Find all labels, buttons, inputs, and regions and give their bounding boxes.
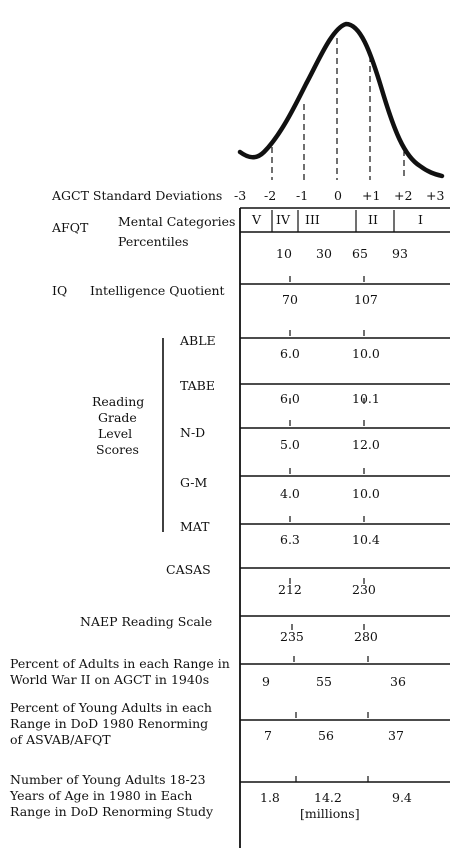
dod1980-value: 7 [264, 728, 272, 743]
axis-tick: -1 [296, 188, 309, 203]
mental-category: III [305, 212, 320, 227]
axis-label: AGCT Standard Deviations [52, 188, 223, 203]
dod1980-label: Percent of Young Adults in each [10, 700, 212, 715]
percentile-value: 10 [276, 246, 292, 261]
young-adults-label: Years of Age in 1980 in Each [10, 788, 193, 803]
test-value: 6.0 [280, 391, 300, 406]
casas-value: 230 [352, 582, 376, 597]
young-adults-value: 1.8 [260, 790, 280, 805]
mental-category: V [252, 212, 262, 227]
young-adults-label: Range in DoD Renorming Study [10, 804, 214, 819]
mental-category: I [418, 212, 423, 227]
mental-category: II [368, 212, 378, 227]
axis-tick: 0 [334, 188, 342, 203]
naep-value: 280 [354, 629, 378, 644]
reading-group-label: Level [98, 426, 133, 441]
percentile-value: 93 [392, 246, 408, 261]
young-adults-unit: [millions] [300, 806, 360, 821]
dod1980-label: of ASVAB/AFQT [10, 732, 111, 747]
test-value: 10.4 [352, 532, 380, 547]
ww2-value: 9 [262, 674, 270, 689]
test-value: 10.1 [352, 391, 380, 406]
mental-category: IV [276, 212, 290, 227]
test-value: 10.0 [352, 486, 380, 501]
naep-value: 235 [280, 629, 304, 644]
test-value: 12.0 [352, 437, 380, 452]
ww2-label: Percent of Adults in each Range in [10, 656, 230, 671]
axis-tick: -3 [234, 188, 247, 203]
ww2-value: 36 [390, 674, 406, 689]
naep-label: NAEP Reading Scale [80, 614, 213, 629]
iq-label: Intelligence Quotient [90, 283, 225, 298]
test-value: 4.0 [280, 486, 300, 501]
axis-tick: +3 [426, 188, 445, 203]
test-value: 6.3 [280, 532, 300, 547]
percentiles-label: Percentiles [118, 234, 189, 249]
reading-group-label: Scores [96, 442, 139, 457]
ww2-label: World War II on AGCT in 1940s [10, 672, 210, 687]
reading-group-label: Reading [92, 394, 145, 409]
test-name: N-D [180, 425, 206, 440]
iq-abbr: IQ [52, 283, 68, 298]
test-value: 6.0 [280, 346, 300, 361]
test-name: TABE [180, 378, 215, 393]
mental-categories-label: Mental Categories [118, 214, 236, 229]
young-adults-value: 14.2 [314, 790, 342, 805]
axis-tick-labels [234, 188, 444, 203]
axis-tick: +2 [394, 188, 413, 203]
axis-tick: -2 [264, 188, 277, 203]
afqt-label: AFQT [52, 220, 89, 235]
percentile-value: 65 [352, 246, 368, 261]
ww2-value: 55 [316, 674, 332, 689]
young-adults-value: 9.4 [392, 790, 412, 805]
iq-value: 107 [354, 292, 378, 307]
test-name: G-M [180, 475, 208, 490]
test-name: ABLE [180, 333, 216, 348]
dod1980-label: Range in DoD 1980 Renorming [10, 716, 209, 731]
iq-value: 70 [282, 292, 298, 307]
reading-group-label: Grade [98, 410, 137, 425]
casas-value: 212 [278, 582, 302, 597]
casas-label: CASAS [166, 562, 211, 577]
test-value: 5.0 [280, 437, 300, 452]
young-adults-label: Number of Young Adults 18-23 [10, 772, 206, 787]
axis-tick: +1 [362, 188, 381, 203]
normal-distribution-curve [240, 24, 442, 176]
test-name: MAT [180, 519, 210, 534]
percentile-value: 30 [316, 246, 332, 261]
dod1980-value: 56 [318, 728, 334, 743]
dod1980-value: 37 [388, 728, 404, 743]
test-value: 10.0 [352, 346, 380, 361]
